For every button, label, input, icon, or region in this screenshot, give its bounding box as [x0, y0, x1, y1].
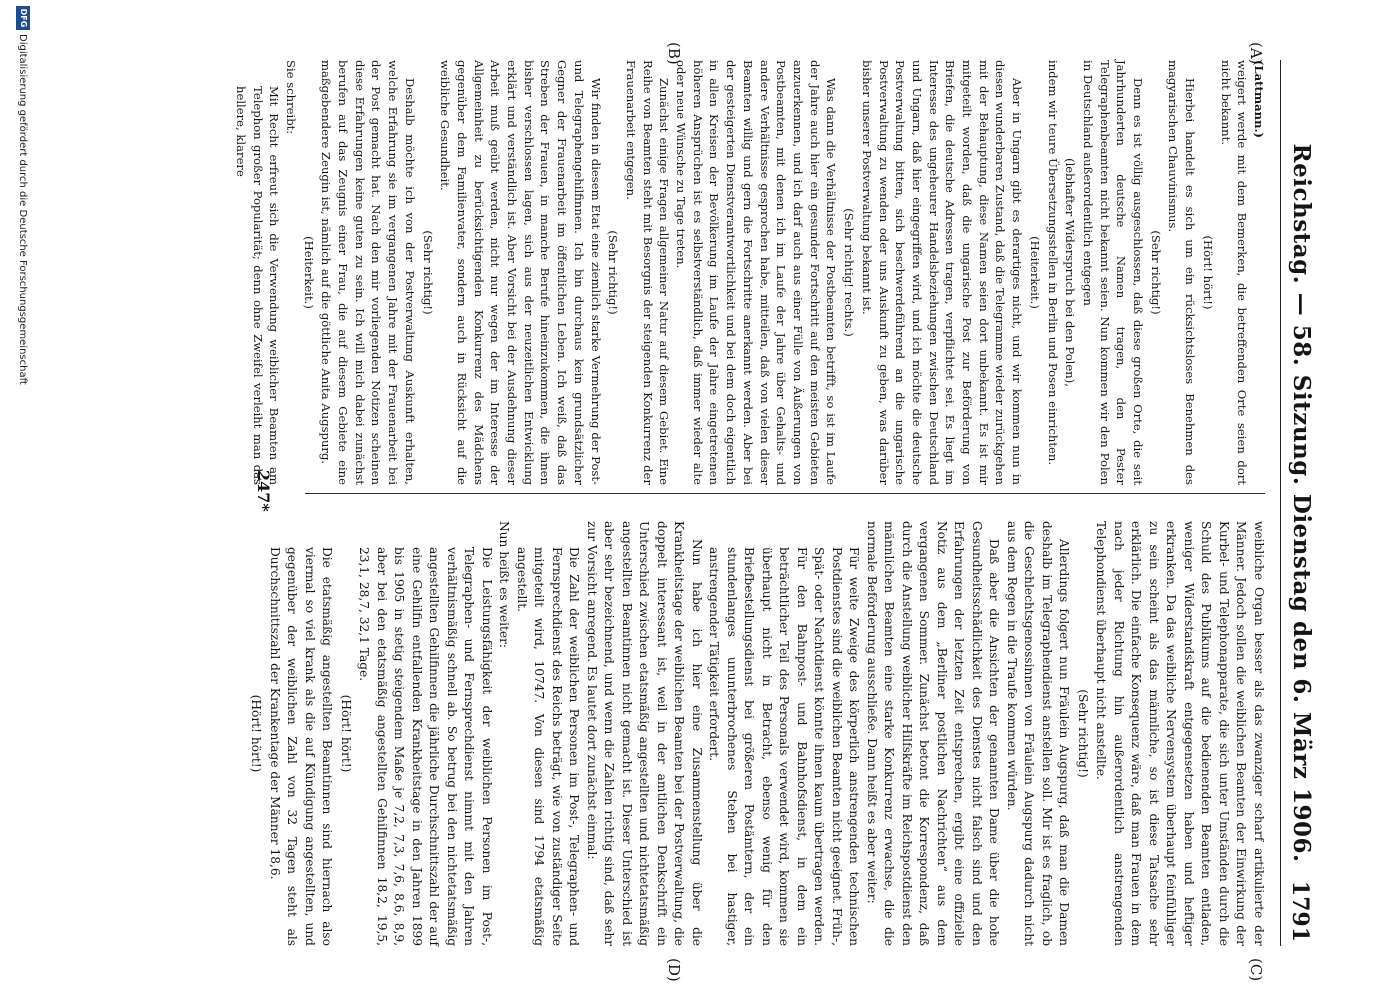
- paragraph: Zunächst einige Fragen allgemeiner Natur auf diesem Gebiet. Eine Reihe von Beamten steht mit Besorgnis der steigenden Konkurrenz der Frauenarbeit entgegen.: [623, 60, 672, 485]
- paragraph: Für weite Zweige des körperlich anstrengenden technischen Postdienstes sind die weiblichen Beamten nicht geeignet. Früh-, Spät- oder Nachtdienst könnte ihnen kaum übertragen werden. Für den Bahnpost- und Bahnhofsdienst, in dem ein beträchtlicher Teil des Personals verwendet wird, kommen sie überhaupt nicht in Betracht, ebenso wenig für den Briefbestellungsdienst bei größeren Postämtern, der ein stundenlanges ununterbrochenes Stehen bei hastiger, anstrengender Tätigkeit erfordert.: [707, 547, 862, 946]
- margin-marker-a: (A): [1247, 42, 1265, 65]
- paragraph: Mit Recht erfreut sich die Verwendung weiblicher Beamten am Telephon großer Popularität; denn ohne Zweifel verleiht man das hellere, klarere: [233, 86, 282, 485]
- right-text-column: [246, 521, 1267, 946]
- interjection: (Heiterkeit.): [1027, 236, 1042, 309]
- dfg-logo-icon: DFG: [16, 6, 30, 30]
- paragraph: Was dann die Verhältnisse der Postbeamten betrifft, so ist im Laufe der Jahre auch hier ein gesunder Fortschritt auf den meisten Gebieten anzuerkennen, und ich darf auch aus einer Fülle von Äußerungen von Postbeamten, mit denen ich im Laufe der Jahre über Gehalts- und andere Verhältnisse gesprochen habe, mitteilen, daß von vielen dieser Beamten willig und gern die Fortschritte anerkannt werden. Aber bei der gesteigerten Dienstverantwortlichkeit und bei dem doch eigentlich in allen Kreisen der Bevölkerung im Laufe der Jahre eingetretenen höheren Ansprüchen ist es selbstverständlich, daß immer wieder alte oder neue Wünsche zu Tage treten.: [674, 60, 839, 485]
- interjection: (Sehr richtig!): [1148, 230, 1163, 315]
- interjection: (Sehr richtig!): [606, 230, 621, 315]
- margin-marker-b: (B): [665, 42, 683, 65]
- paragraph: Aber in Ungarn gibt es derartiges nicht, und wir kommen nun in diesen wunderbaren Zustand, daß die Telegramme wieder zurückgehen mit der Behauptung, diese Namen seien dort unbekannt. Es ist mir mitgeteilt worden, daß die ungarische Post zur Beförderung von Briefen, die deutsche Adressen tragen, verpflichtet sei. Es liegt im Interesse des ungeheurer Handelsbeziehungen zwischen Deutschland und Ungarn, daß hier eingegriffen wird, und ich möchte die deutsche Postverwaltung bitten, sich beschwerdeführend an die ungarische Postverwaltung zu wenden oder uns Auskunft zu geben, was darüber bisher unserer Postverwaltung bekannt ist.: [859, 60, 1025, 485]
- interjection: (Hört! hört!): [339, 694, 353, 773]
- signature-mark: 247*: [254, 470, 273, 512]
- paragraph: weigert werde mit dem Bemerken, die betreffenden Orte seien dort nicht bekannt.: [1218, 60, 1250, 485]
- paragraph: Daß aber die Ansichten der genannten Dame über die hohe Gesundheitsschädlichkeit des Dienstes nicht falsch sind und den Erfahrungen der letzten Zeit entsprechen, ergibt eine offizielle Notiz aus dem „Berliner postlichen Nachrichten“ aus dem vergangenen Sommer. Zunächst betont die Korrespondenz, daß durch die Anstellung weiblicher Hilfskräfte im Reichspostdienst den männlichen Beamten eine starke Konkurrenz erwachse, die die normale Beförderung ausschließe. Dann heißt es aber weiter:: [865, 521, 1002, 946]
- digitization-credit: [9, 0, 35, 1000]
- interjection: (Sehr richtig! rechts.): [842, 208, 857, 337]
- page-title: Reichstag. — 58. Sitzung. Dienstag den 6. März 1906.: [1288, 143, 1315, 863]
- margin-marker-c: (C): [1247, 958, 1265, 982]
- interjection: (Hört! hört!): [249, 694, 264, 773]
- paragraph: Allerdings folgert nun Fräulein Augspurg, daß man die Damen deshalb im Telegraphendienst anstellen soll. Mir ist es fraglich, ob die Geschlechtsgenossinnen von Fräulein Augspurg dadurch nicht aus dem Regen in die Traufe kommen würden.: [1005, 521, 1072, 946]
- page-header: [1280, 60, 1321, 946]
- paragraph: Deshalb möchte ich von der Postverwaltung Auskunft erhalten, welche Erfahrung sie im vergangenen Jahre mit der Frauenarbeit bei der Post gemacht hat. Nach den mir vorliegenden Notizen scheinen diese Erfahrungen keine guten zu sein. Ich will mich dabei zunächst berufen auf das Zeugnis einer Frau, die auf diesem Gebiete eine maßgebendere Zeugin ist, nämlich auf die göttliche Anita Augspurg.: [319, 60, 417, 485]
- paragraph: Nun habe ich hier eine Zusammenstellung über die Krankheitstage der weiblichen Beamten bei der Postverwaltung, die doppelt interessant ist, weil in der amtlichen Denkschrift ein Unterschied zwischen etatsmäßig angestellten und nichtetatsmäßig angestellten Beamtinnen nicht gemacht ist. Dieser Unterschied ist aber sehr bezeichnend, und wenn die Zahlen richtig sind, daß sehr zur Vorsicht anregend. Es lautet dort zunächst einmal:: [585, 521, 704, 946]
- interjection: (Heiterkeit.): [301, 236, 316, 309]
- interjection: (Hört! hört!): [1200, 235, 1215, 310]
- paragraph: Nun heißt es weiter:: [497, 521, 512, 649]
- left-text-column: [232, 60, 1267, 485]
- column-divider: [305, 493, 1265, 494]
- paragraph: Hierbei handelt es sich um ein rücksichtsloses Benehmen des magyarischen Chauvinismus.: [1166, 60, 1198, 485]
- speaker-name: (Lattmann.): [1252, 60, 1266, 139]
- paragraph: Die Leistungsfähigkeit der weiblichen Personen im Post-, Telegraphen- und Fernsprechdienst nimmt mit den Jahren verhältnismäßig schnell ab. So betrug bei den nichtetatsmäßig angestellten Gehilfinnen die jährliche Durchschnittszahl der auf eine Gehilfin entfallenden Krankheitstage in den Jahren 1899 bis 1905 in stetig steigendem Maße je 7,2, 7,3, 7,6, 8,6, 8,9, aber bei den etatsmäßig angestellten Gehilfinnen 18,2, 19,5, 23,1, 28,7, 32,1 Tage.: [357, 547, 494, 946]
- paragraph: Denn es ist völlig ausgeschlossen, daß diese großen Orte, die seit Jahrhunderten deutsche Namen tragen, den Pester Telegraphenbeamten nicht bekannt seien. Nun kommen wir den Polen in Deutschland außerordentlich entgegen: [1080, 60, 1146, 485]
- paragraph: indem wir teure Übersetzungsstellen in Berlin und Posen einrichten.: [1045, 60, 1060, 466]
- page-number: 1791: [1287, 880, 1313, 942]
- margin-marker-d: (D): [665, 958, 683, 982]
- paragraph: Die Zahl der weiblichen Personen im Post-, Telegraphen- und Fernsprechdienst des Reichs beträgt, wie von zuständiger Seite mitgeteilt wird, 10747. Von diesen sind 1794 etatsmäßig angestellt.: [515, 547, 582, 946]
- interjection: (Sehr richtig!): [420, 230, 435, 315]
- paragraph: weibliche Organ besser als das zwanziger scharf artikulierte der Männer. Jedoch sollen die weiblichen Beamten der Einwirkung der Kurbel- und Telephonapparate, die sich unter Umständen durch die Schuld des Publikums auf die bedienenden Beamten entladen, weniger Widerstandskraft entgegensetzen haben und heftiger erkranken. Da das weibliche Nervensystem überhaupt feinfühliger zu sein scheint als das männliche, so ist diese Tatsache sehr erklärlich. Die einfache Konsequenz wäre, daß man Frauen in dem nach jeder Richtung hin außerordentlich anstrengenden Telephondienst überhaupt nicht anstellte.: [1094, 521, 1266, 946]
- paragraph: Sie schreibt:: [283, 60, 298, 135]
- paragraph: Die etatsmäßig angestellten Beamtinnen sind hiernach also viermal so viel krank als die auf Kündigung angestellten, und gegenüber der weiblichen Zahl von 32 Tagen steht als Durchschnittszahl der Krankentage der Männer 18,6.: [268, 547, 335, 946]
- paragraph: Wir finden in diesem Etat eine ziemlich starke Vermehrung der Post- und Telegraphengehilfinnen. Ich bin durchaus kein grundsätzlicher Gegner der Frauenarbeit im öffentlichen Leben. Ich weiß, daß das Streben der Frauen, in manche Berufe hineinzukommen, die ihnen bisher verschlossen lagen, sich aus der neuzeitlichen Entwicklung erklärt und verständlich ist. Aber Vorsicht bei der Ausdehnung dieser Arbeit muß geübt werden, nicht nur wegen der im Interesse der Allgemeinheit zu berücksichtigenden Konkurrenz des Mädchens gegenüber dem Familienvater, sondern auch in Rücksicht auf die weibliche Gesundheit.: [438, 60, 603, 485]
- interjection: (Sehr richtig!): [1076, 689, 1090, 778]
- digitization-credit-text: Digitalisierung gefördert durch die Deutsche Forschungsgemeinschaft: [17, 34, 28, 385]
- interjection: (lebhafter Widerspruch bei den Polen),: [1063, 158, 1078, 387]
